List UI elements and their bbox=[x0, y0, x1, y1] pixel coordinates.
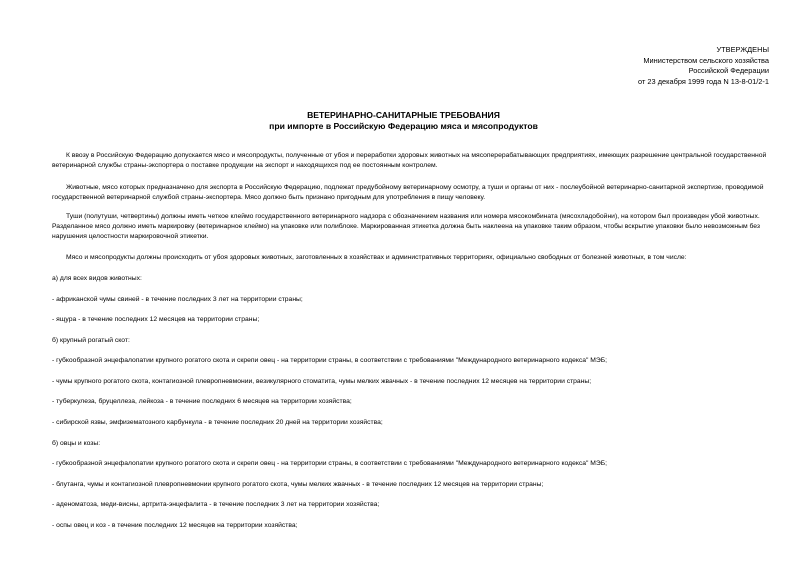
approval-stamp bbox=[638, 45, 769, 87]
list-item: - чумы крупного рогатого скота, контагиозной плевропневмонии, везикулярного стоматита, чумы мелких жвачных - в течение последних 12 месяцев на территории страны; bbox=[52, 378, 592, 385]
document-title bbox=[0, 110, 807, 132]
approval-line-3: Российской Федерации bbox=[688, 66, 769, 75]
paragraph-2: Животные, мясо которых предназначено для экспорта в Российскую Федерацию, подлежат предубойному ветеринарному осмотру, а туши и органы от них - послеубойной ветеринарно-санитарной экспертизе, проводимой государственной ветеринарной службой страны-экспортера. Мясо должно быть признано пригодным для употребления в пищу человеку. bbox=[52, 184, 764, 202]
list-item: - сибирской язвы, эмфизематозного карбункула - в течение последних 20 дней на территории хозяйства; bbox=[52, 419, 383, 426]
approval-line-2: Министерством сельского хозяйства bbox=[643, 55, 769, 65]
approval-line-1: УТВЕРЖДЕНЫ bbox=[716, 45, 769, 54]
list-item: - туберкулеза, бруцеллеза, лейкоза - в течение последних 6 месяцев на территории хозяйства; bbox=[52, 398, 352, 405]
list-heading-a: а) для всех видов животных: bbox=[52, 275, 142, 282]
paragraph-1: К ввозу в Российскую Федерацию допускается мясо и мясопродукты, полученные от убоя и переработки здоровых животных на мясоперерабатывающих предприятиях, имеющих разрешение центральной государственной ветеринарной службы страны-экспортера о поставке продукции на экспорт и находящихся под ее постоянным контролем. bbox=[52, 152, 767, 170]
list-heading-b: б) крупный рогатый скот: bbox=[52, 337, 130, 344]
list-item: - блутанга, чумы и контагиозной плевропневмонии крупного рогатого скота, чумы мелких жвачных - в течение последних 12 месяцев на территории страны; bbox=[52, 481, 544, 488]
paragraph-4: Мясо и мясопродукты должны происходить от убоя здоровых животных, заготовленных в хозяйствах и административных территориях, официально свободных от болезней животных, в том числе: bbox=[66, 254, 687, 261]
list-item: - африканской чумы свиней - в течение последних 3 лет на территории страны; bbox=[52, 296, 303, 303]
title-line-1: ВЕТЕРИНАРНО-САНИТАРНЫЕ ТРЕБОВАНИЯ bbox=[307, 110, 500, 120]
list-item: - губкообразной энцефалопатии крупного рогатого скота и скрепи овец - на территории страны, в соответствии с требованиями "Международного ветеринарного кодекса" МЭБ; bbox=[52, 460, 608, 467]
paragraph-3: Туши (полутуши, четвертины) должны иметь четкое клеймо государственного ветеринарного надзора с обозначением названия или номера мясокомбината (мясохладобойни), на котором был произведен убой животных. Разделанное мясо должно иметь маркировку (ветеринарное клеймо) на упаковке или полиблоке. Маркированная этикетка должна быть наклеена на упаковке таким образом, чтобы вскрытие упаковки было невозможным без нарушения целостности маркировочной этикетки. bbox=[52, 213, 760, 241]
list-item: - ящура - в течение последних 12 месяцев на территории страны; bbox=[52, 316, 260, 323]
list-item: - аденоматоза, меди-висны, артрита-энцефалита - в течение последних 3 лет на территории хозяйства; bbox=[52, 501, 380, 508]
title-line-2: при импорте в Российскую Федерацию мяса и мясопродуктов bbox=[269, 121, 538, 131]
list-item: - губкообразной энцефалопатии крупного рогатого скота и скрепи овец - на территории страны, в соответствии с требованиями "Международного ветеринарного кодекса" МЭБ; bbox=[52, 357, 608, 364]
list-heading-c: б) овцы и козы: bbox=[52, 440, 101, 447]
approval-line-4: от 23 декабря 1999 года N 13-8-01/2-1 bbox=[638, 76, 769, 86]
list-item: - оспы овец и коз - в течение последних 12 месяцев на территории хозяйства; bbox=[52, 522, 298, 529]
